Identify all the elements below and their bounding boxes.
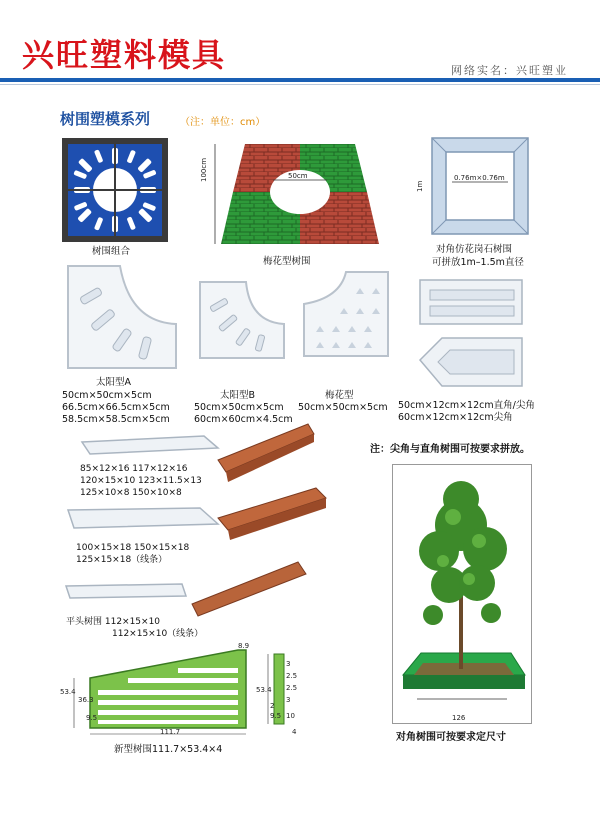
- header-blue-rule: [0, 78, 600, 82]
- new-type-dim-left-outer: 53.4: [60, 688, 76, 696]
- sun-b-mold-image: [196, 278, 286, 362]
- new-type-side-a: 2.5: [286, 672, 298, 680]
- strip-1-size-2: 120×15×10 123×11.5×13: [80, 476, 202, 486]
- new-type-dim-left-inner: 36.3: [78, 696, 94, 704]
- new-type-side-top: 3: [286, 660, 291, 668]
- plum-mold-image: [300, 268, 392, 360]
- tree-guard-combo-image: [62, 138, 168, 242]
- diagonal-caption-2: 可拼放1m–1.5m直径: [432, 257, 524, 268]
- new-type-drawing: [68, 640, 318, 740]
- new-type-caption: 新型树围111.7×53.4×4: [114, 744, 223, 755]
- new-type-dim-left-small: 9.5: [86, 714, 98, 722]
- sun-a-mold-image: [60, 262, 178, 372]
- new-type-side-b: 2.5: [286, 684, 298, 692]
- corner-size-1: 50cm×12cm×12cm直角/尖角: [398, 400, 535, 411]
- diagonal-side-dim: 1m: [416, 180, 424, 192]
- sun-a-name: 太阳型A: [96, 377, 131, 388]
- diagonal-granite-image: [430, 136, 530, 236]
- plum-size-1: 50cm×50cm×5cm: [298, 402, 388, 413]
- tree-photo: [392, 464, 532, 724]
- combo-caption: 树围组合: [92, 246, 131, 257]
- arrangement-note: 注：尖角与直角树围可按要求拼放。: [370, 444, 530, 455]
- tree-caption: 对角树围可按要求定尺寸: [396, 732, 506, 743]
- corner-mold-image: [416, 276, 528, 392]
- new-type-side-height: 53.4: [256, 686, 272, 694]
- strip-2-size-1: 100×15×18 150×15×18: [76, 543, 190, 553]
- header-gray-rule: [0, 84, 600, 85]
- sun-a-size-3: 58.5cm×58.5cm×5cm: [62, 414, 170, 425]
- corner-size-2: 60cm×12cm×12cm尖角: [398, 412, 513, 423]
- strip-2-size-2: 125×15×18（线条）: [76, 555, 168, 565]
- strip-2-image: [62, 484, 332, 544]
- plum-tree-guard-image: [205, 140, 385, 252]
- strip-1-size-1: 85×12×16 117×12×16: [80, 464, 188, 474]
- sun-b-name: 太阳型B: [220, 390, 256, 401]
- plum-tree-caption: 梅花型树围: [263, 256, 311, 267]
- new-type-side-g: 4: [292, 728, 297, 736]
- flat-head-line-1: 平头树围 112×15×10: [66, 617, 161, 627]
- new-type-side-c: 3: [286, 696, 291, 704]
- real-name-text: 网络实名：兴旺塑业: [451, 64, 568, 77]
- tree-dim: 126: [452, 714, 466, 722]
- strip-1-size-3: 125×10×8 150×10×8: [80, 488, 182, 498]
- brand-title: 兴旺塑料模具: [22, 36, 227, 74]
- new-type-side-e: 9.5: [270, 712, 282, 720]
- plum-height-dim: 100cm: [200, 157, 208, 182]
- sun-a-size-2: 66.5cm×66.5cm×5cm: [62, 402, 170, 413]
- sun-a-size-1: 50cm×50cm×5cm: [62, 390, 152, 401]
- unit-note: （注：单位：cm）: [180, 117, 266, 128]
- flat-head-line-2: 112×15×10（线条）: [112, 629, 204, 639]
- plum-width-dim: 50cm: [288, 172, 308, 180]
- diagonal-caption-1: 对角仿花岗石树围: [436, 244, 513, 255]
- new-type-side-d: 2: [270, 702, 275, 710]
- section-title: 树围塑模系列: [60, 110, 151, 128]
- plum-name: 梅花型: [325, 390, 354, 401]
- sun-b-size-2: 60cm×60cm×4.5cm: [194, 414, 293, 425]
- new-type-dim-bottom: 111.7: [160, 728, 181, 736]
- new-type-dim-top: 8.9: [238, 642, 250, 650]
- sun-b-size-1: 50cm×50cm×5cm: [194, 402, 284, 413]
- diagonal-inner-dim: 0.76m×0.76m: [454, 174, 505, 182]
- new-type-side-f: 10: [286, 712, 295, 720]
- flat-head-image: [62, 556, 312, 622]
